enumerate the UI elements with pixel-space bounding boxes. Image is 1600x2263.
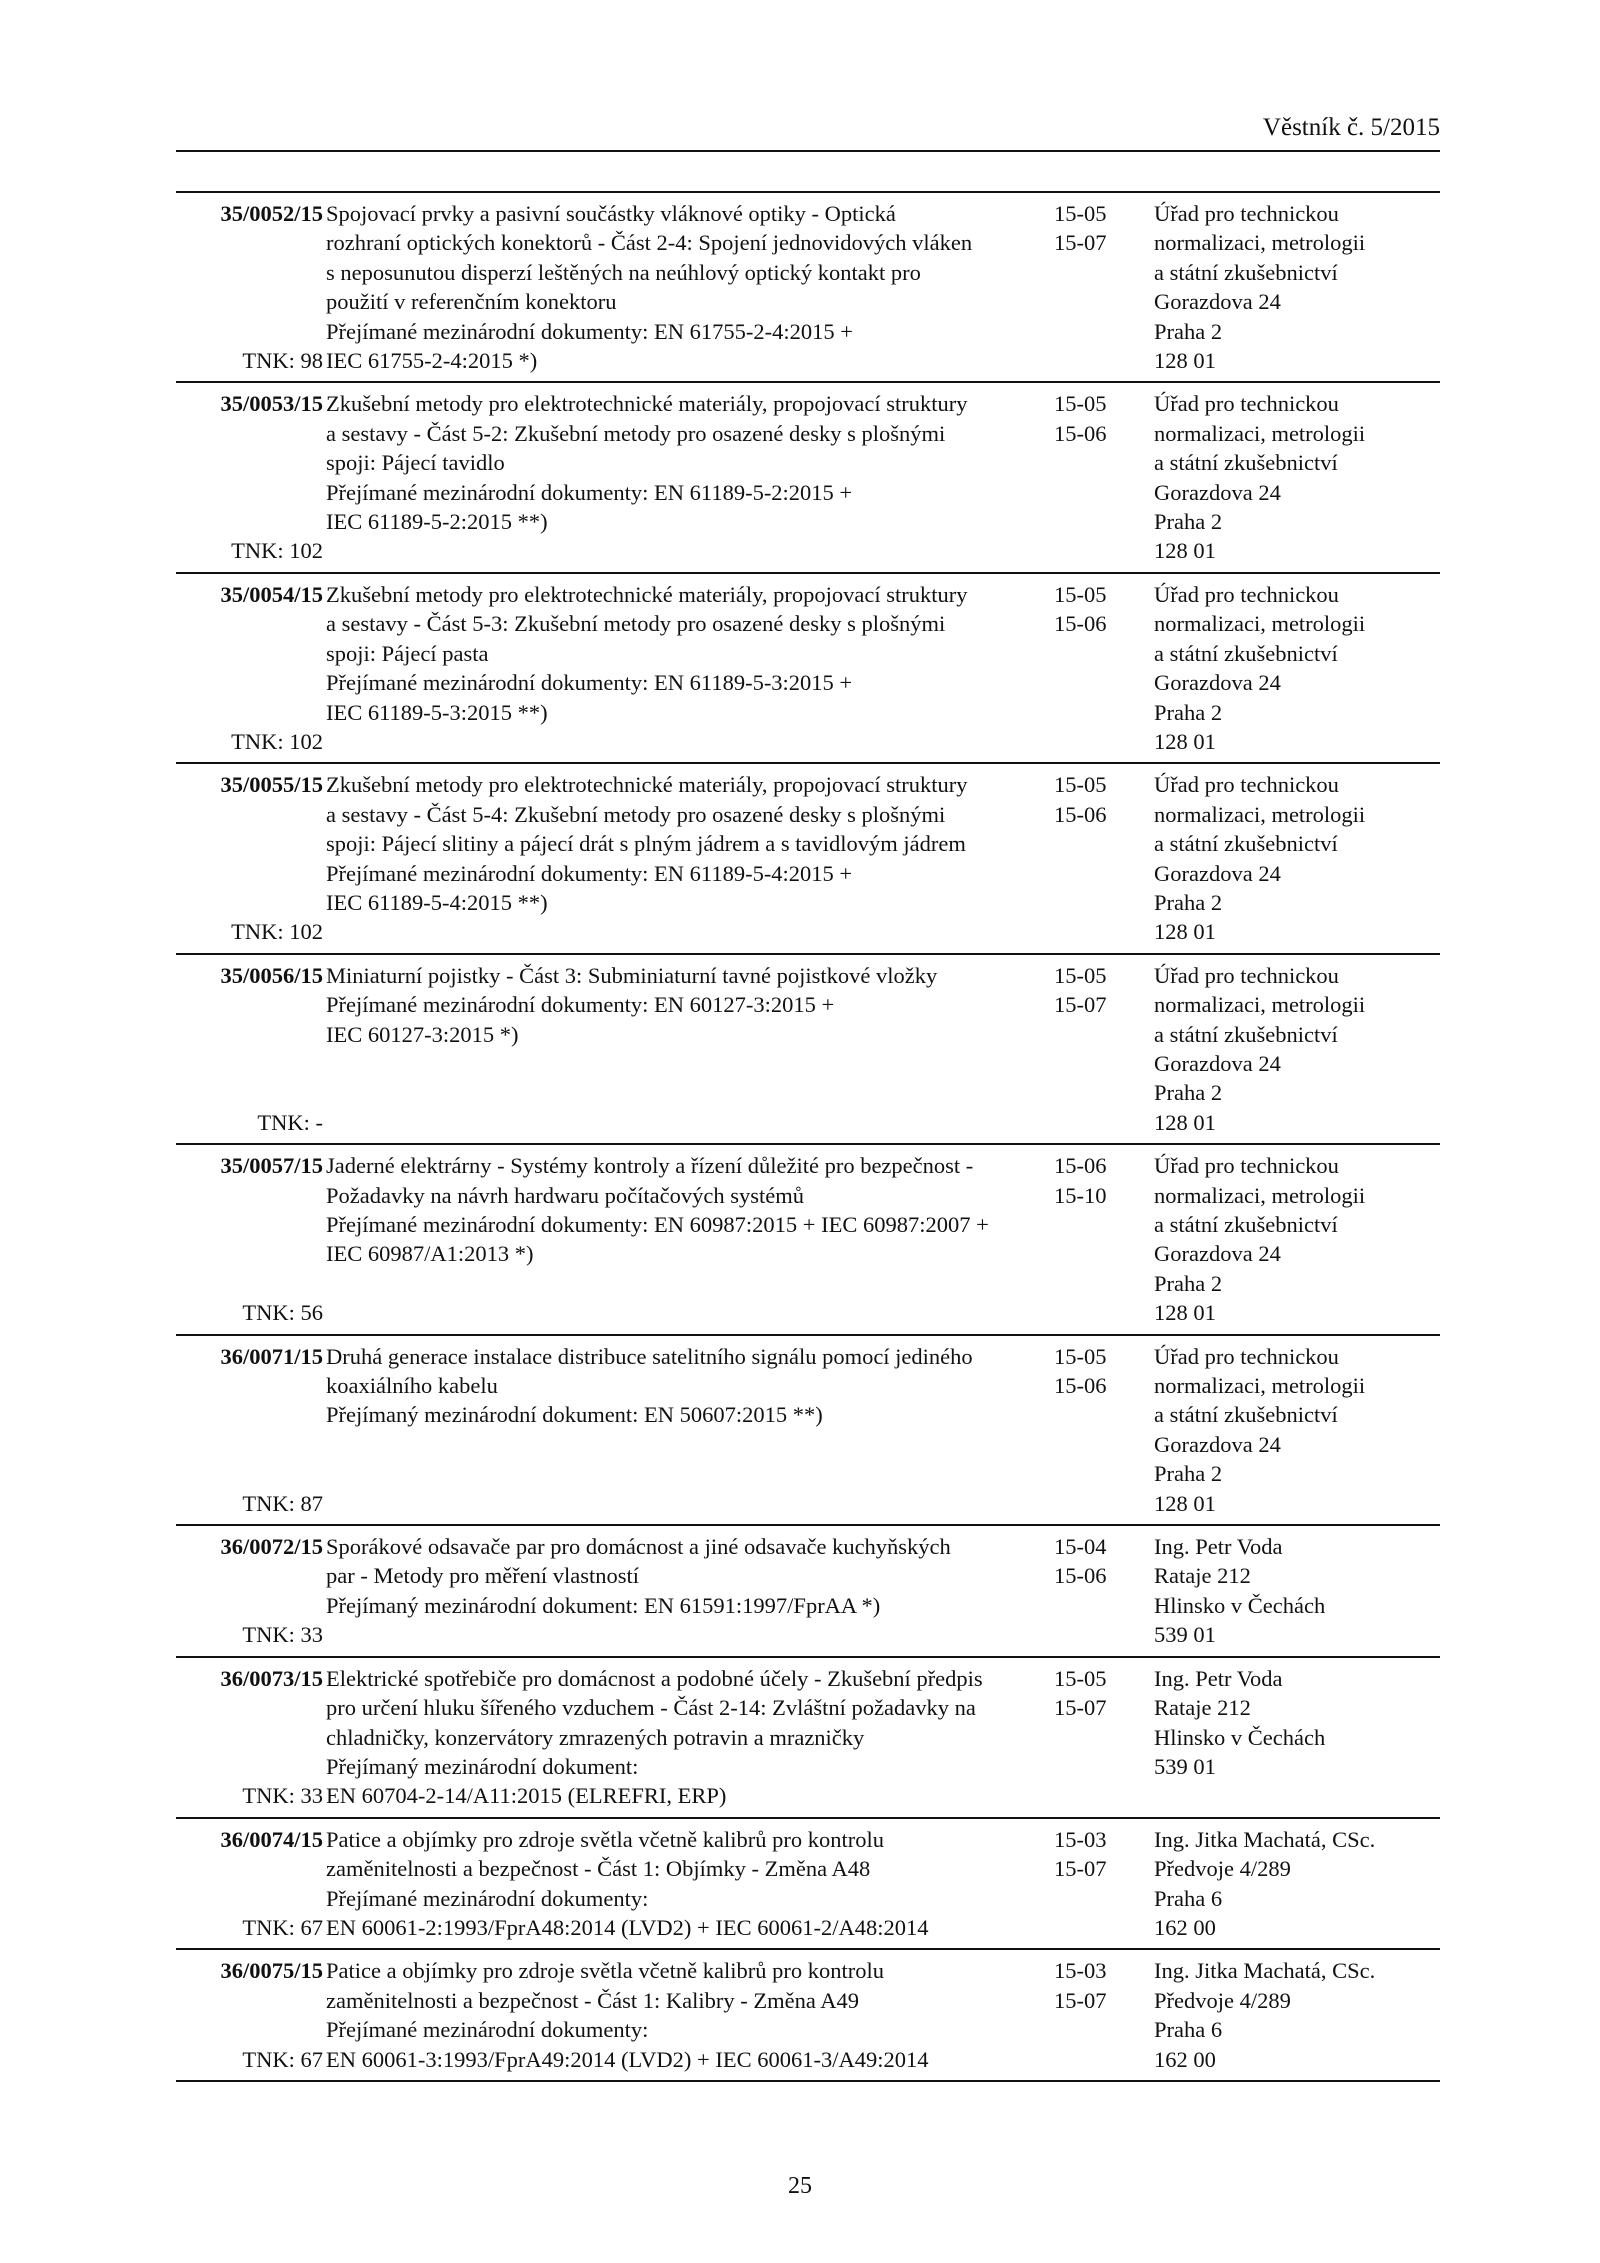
entry-description-line: a sestavy - Část 5-2: Zkušební metody pro osazené desky s plošnými [326, 420, 946, 446]
table-row [176, 1144, 1440, 1334]
entry-date-line: 15-07 [1054, 1987, 1107, 2013]
entry-description-line: Přejímaný mezinárodní dokument: [326, 1753, 639, 1779]
entry-address-line: a státní zkušebnictví [1154, 450, 1338, 476]
entry-description-line: chladničky, konzervátory zmrazených potravin a mrazničky [326, 1724, 865, 1750]
entry-description-line: Přejímané mezinárodní dokumenty: EN 61189-5-4:2015 + [326, 860, 853, 886]
entry-number: 36/0071/15 [220, 1343, 323, 1369]
entry-date-line: 15-05 [1054, 962, 1107, 988]
entry-description-line: Přejímané mezinárodní dokumenty: [326, 2017, 649, 2043]
entry-description-cell [326, 1335, 1054, 1525]
entry-address-line: Úřad pro technickou [1154, 1153, 1339, 1179]
entry-number: 35/0052/15 [220, 201, 323, 226]
entry-tnk: TNK: 67 [242, 2046, 323, 2072]
entry-description-line: Zkušební metody pro elektrotechnické materiály, propojovací struktury [326, 772, 968, 798]
entry-date-cell [1054, 1144, 1154, 1334]
entry-tnk: TNK: 102 [231, 919, 323, 945]
entry-description-line: Přejímané mezinárodní dokumenty: EN 60987:2015 + IEC 60987:2007 + [326, 1212, 989, 1237]
entry-address-cell [1154, 1525, 1440, 1657]
entry-number: 36/0073/15 [220, 1665, 323, 1691]
entry-description-line: pro určení hluku šířeného vzduchem - Část 2-14: Zvláštní požadavky na [326, 1695, 976, 1721]
entry-description-cell [326, 1949, 1054, 2081]
entry-date-cell [1054, 1525, 1154, 1657]
entry-address-cell [1154, 573, 1440, 763]
entry-date-cell [1054, 954, 1154, 1144]
entry-address-line: 128 01 [1154, 1300, 1216, 1326]
entry-id-cell [176, 382, 326, 572]
entry-number: 35/0054/15 [220, 581, 323, 607]
entry-number: 35/0053/15 [220, 391, 323, 417]
entry-address-line: Gorazdova 24 [1154, 1431, 1281, 1457]
entry-address-cell [1154, 1949, 1440, 2081]
entry-description-line: Druhá generace instalace distribuce satelitního signálu pomocí jediného [326, 1343, 973, 1369]
entry-id-cell [176, 1657, 326, 1818]
entry-address-line: Praha 6 [1154, 2017, 1223, 2043]
entry-address-line: Praha 2 [1154, 509, 1223, 535]
entry-address-line: Gorazdova 24 [1154, 860, 1281, 886]
bulletin-title: Věstník č. 5/2015 [1262, 114, 1440, 141]
entry-description-cell [326, 763, 1054, 953]
entry-address-line: a státní zkušebnictví [1154, 1021, 1338, 1047]
entry-date-cell [1054, 1818, 1154, 1950]
entry-description-cell [326, 1818, 1054, 1950]
entry-id-cell [176, 573, 326, 763]
entry-description-line: Přejímané mezinárodní dokumenty: [326, 1885, 649, 1911]
entry-description-cell [326, 1525, 1054, 1657]
entry-date-line: 15-04 [1054, 1534, 1107, 1560]
entry-tnk: TNK: 33 [242, 1783, 323, 1809]
entry-address-line: Hlinsko v Čechách [1154, 1724, 1326, 1750]
entry-id-cell [176, 1525, 326, 1657]
entry-address-line: Gorazdova 24 [1154, 289, 1281, 315]
table-row [176, 382, 1440, 572]
table-row [176, 954, 1440, 1144]
entry-address-cell [1154, 954, 1440, 1144]
entry-description-line: Sporákové odsavače par pro domácnost a jiné odsavače kuchyňských [326, 1534, 951, 1560]
entry-date-line: 15-03 [1054, 1826, 1107, 1852]
entry-address-line: Rataje 212 [1154, 1563, 1251, 1589]
entry-date-line: 15-07 [1054, 1856, 1107, 1882]
entry-id-cell [176, 1144, 326, 1334]
standards-table-body [176, 192, 1440, 2081]
entry-address-line: normalizaci, metrologii [1154, 611, 1366, 637]
entry-description-line: Přejímaný mezinárodní dokument: EN 61591:1997/FprAA *) [326, 1592, 881, 1618]
entry-id-cell [176, 192, 326, 382]
entry-description-line: Přejímaný mezinárodní dokument: EN 50607:2015 **) [326, 1402, 823, 1428]
entry-id-cell [176, 954, 326, 1144]
entry-description-cell [326, 1657, 1054, 1818]
entry-description-line: IEC 61189-5-3:2015 **) [326, 699, 548, 725]
entry-address-line: normalizaci, metrologii [1154, 1373, 1366, 1399]
entry-description-line: IEC 61755-2-4:2015 *) [326, 348, 538, 374]
entry-tnk: TNK: 102 [231, 728, 323, 754]
entry-address-line: a státní zkušebnictví [1154, 831, 1338, 857]
entry-date-line: 15-05 [1054, 391, 1107, 417]
entry-date-line: 15-05 [1054, 1343, 1107, 1369]
entry-address-line: a státní zkušebnictví [1154, 640, 1338, 666]
entry-date-cell [1054, 1949, 1154, 2081]
entry-address-line: Úřad pro technickou [1154, 772, 1339, 798]
entry-address-line: Praha 2 [1154, 318, 1223, 344]
entry-address-line: 128 01 [1154, 728, 1216, 754]
entry-address-line: Gorazdova 24 [1154, 670, 1281, 696]
entry-date-line: 15-06 [1054, 611, 1107, 637]
entry-date-line: 15-06 [1054, 1373, 1107, 1399]
entry-date-cell [1054, 192, 1154, 382]
entry-address-cell [1154, 1335, 1440, 1525]
entry-address-line: a státní zkušebnictví [1154, 1212, 1338, 1237]
entry-tnk: TNK: 67 [242, 1914, 323, 1940]
entry-number: 36/0075/15 [220, 1958, 323, 1984]
entry-address-line: normalizaci, metrologii [1154, 992, 1366, 1018]
entry-tnk: TNK: 33 [242, 1622, 323, 1648]
entry-description-line: Jaderné elektrárny - Systémy kontroly a řízení důležité pro bezpečnost - [326, 1153, 974, 1179]
entry-address-line: Úřad pro technickou [1154, 962, 1339, 988]
entry-address-line: Úřad pro technickou [1154, 581, 1339, 607]
entry-address-line: normalizaci, metrologii [1154, 1182, 1366, 1208]
entry-description-line: par - Metody pro měření vlastností [326, 1563, 640, 1589]
entry-address-cell [1154, 192, 1440, 382]
entry-address-line: a státní zkušebnictví [1154, 1402, 1338, 1428]
entry-address-line: Praha 2 [1154, 1270, 1223, 1296]
entry-tnk: TNK: 102 [231, 538, 323, 564]
entry-address-cell [1154, 382, 1440, 572]
entry-number: 35/0056/15 [220, 962, 323, 988]
entry-description-line: a sestavy - Část 5-3: Zkušební metody pro osazené desky s plošnými [326, 611, 946, 637]
entry-tnk: TNK: 56 [242, 1300, 323, 1326]
page-header [176, 108, 1440, 152]
entry-address-line: Úřad pro technickou [1154, 201, 1339, 226]
entry-description-line: IEC 60127-3:2015 *) [326, 1021, 519, 1047]
entry-date-line: 15-10 [1054, 1182, 1107, 1208]
entry-description-line: Patice a objímky pro zdroje světla včetně kalibrů pro kontrolu [326, 1958, 884, 1984]
table-row [176, 1525, 1440, 1657]
entry-number: 35/0057/15 [220, 1153, 323, 1179]
entry-description-line: EN 60061-3:1993/FprA49:2014 (LVD2) + IEC 60061-3/A49:2014 [326, 2046, 929, 2072]
entry-description-line: spoji: Pájecí tavidlo [326, 450, 505, 476]
entry-id-cell [176, 1335, 326, 1525]
entry-description-line: Přejímané mezinárodní dokumenty: EN 61189-5-2:2015 + [326, 479, 853, 505]
entry-address-line: 128 01 [1154, 919, 1216, 945]
entry-id-cell [176, 1949, 326, 2081]
entry-date-line: 15-06 [1054, 801, 1107, 827]
entry-description-line: Miniaturní pojistky - Část 3: Subminiaturní tavné pojistkové vložky [326, 962, 938, 988]
entry-description-line: IEC 61189-5-2:2015 **) [326, 509, 548, 535]
entry-address-line: Praha 6 [1154, 1885, 1223, 1911]
entry-description-line: s neposunutou disperzí leštěných na neúhlový optický kontakt pro [326, 259, 921, 285]
entry-description-line: použití v referenčním konektoru [326, 289, 617, 315]
entry-address-line: Praha 2 [1154, 1080, 1223, 1106]
table-row [176, 1949, 1440, 2081]
entry-address-cell [1154, 1144, 1440, 1334]
entry-address-line: Ing. Jitka Machatá, CSc. [1154, 1826, 1376, 1852]
entry-address-line: Ing. Jitka Machatá, CSc. [1154, 1958, 1376, 1984]
entry-address-line: normalizaci, metrologii [1154, 801, 1366, 827]
entry-description-line: zaměnitelnosti a bezpečnost - Část 1: Kalibry - Změna A49 [326, 1987, 859, 2013]
entry-date-line: 15-07 [1054, 230, 1107, 256]
entry-address-cell [1154, 1818, 1440, 1950]
entry-date-cell [1054, 382, 1154, 572]
entry-address-line: Gorazdova 24 [1154, 1050, 1281, 1076]
entry-description-line: EN 60704-2-14/A11:2015 (ELREFRI, ERP) [326, 1783, 727, 1809]
entry-description-line: spoji: Pájecí pasta [326, 640, 489, 666]
entry-address-line: Praha 2 [1154, 699, 1223, 725]
entry-id-cell [176, 763, 326, 953]
entry-date-line: 15-03 [1054, 1958, 1107, 1984]
table-row [176, 1818, 1440, 1950]
table-row [176, 1335, 1440, 1525]
entry-address-line: Praha 2 [1154, 889, 1223, 915]
entry-address-line: Gorazdova 24 [1154, 1241, 1281, 1267]
entry-description-cell [326, 382, 1054, 572]
entry-description-line: Přejímané mezinárodní dokumenty: EN 60127-3:2015 + [326, 992, 835, 1018]
entry-tnk: TNK: 98 [242, 348, 323, 374]
entry-address-line: 128 01 [1154, 1109, 1216, 1135]
entry-description-line: Zkušební metody pro elektrotechnické materiály, propojovací struktury [326, 581, 968, 607]
entry-description-line: Zkušební metody pro elektrotechnické materiály, propojovací struktury [326, 391, 968, 417]
entry-date-line: 15-05 [1054, 201, 1107, 226]
entry-number: 36/0072/15 [220, 1534, 323, 1560]
entry-address-line: 162 00 [1154, 1914, 1216, 1940]
entry-description-line: Spojovací prvky a pasivní součástky vláknové optiky - Optická [326, 201, 896, 226]
entry-address-line: Ing. Petr Voda [1154, 1665, 1283, 1691]
entry-date-line: 15-06 [1054, 1563, 1107, 1589]
entry-address-line: Úřad pro technickou [1154, 391, 1339, 417]
entry-date-line: 15-07 [1054, 1695, 1107, 1721]
entry-description-line: spoji: Pájecí slitiny a pájecí drát s plným jádrem a s tavidlovým jádrem [326, 831, 966, 857]
entry-address-line: 128 01 [1154, 1490, 1216, 1516]
entry-date-cell [1054, 763, 1154, 953]
table-row [176, 192, 1440, 382]
entry-description-line: IEC 60987/A1:2013 *) [326, 1241, 534, 1267]
table-row [176, 1657, 1440, 1818]
entry-description-line: rozhraní optických konektorů - Část 2-4: Spojení jednovidových vláken [326, 230, 973, 256]
entry-address-line: 539 01 [1154, 1753, 1216, 1779]
entry-description-cell [326, 1144, 1054, 1334]
entry-address-line: Rataje 212 [1154, 1695, 1251, 1721]
entry-tnk: TNK: - [257, 1109, 323, 1135]
entry-date-line: 15-07 [1054, 992, 1107, 1018]
entry-description-line: IEC 61189-5-4:2015 **) [326, 889, 548, 915]
entry-address-line: Úřad pro technickou [1154, 1343, 1339, 1369]
entry-description-line: EN 60061-2:1993/FprA48:2014 (LVD2) + IEC 60061-2/A48:2014 [326, 1914, 929, 1940]
entry-date-line: 15-05 [1054, 1665, 1107, 1691]
entry-description-line: Elektrické spotřebiče pro domácnost a podobné účely - Zkušební předpis [326, 1665, 983, 1691]
entry-address-cell [1154, 1657, 1440, 1818]
entry-description-line: Přejímané mezinárodní dokumenty: EN 61189-5-3:2015 + [326, 670, 853, 696]
entry-description-line: Přejímané mezinárodní dokumenty: EN 61755-2-4:2015 + [326, 318, 853, 344]
entry-id-cell [176, 1818, 326, 1950]
entry-address-line: 128 01 [1154, 538, 1216, 564]
entry-date-line: 15-06 [1054, 420, 1107, 446]
entry-address-line: Ing. Petr Voda [1154, 1534, 1283, 1560]
entry-address-line: Předvoje 4/289 [1154, 1987, 1291, 2013]
entry-description-line: Požadavky na návrh hardwaru počítačových systémů [326, 1182, 804, 1208]
entry-date-cell [1054, 1335, 1154, 1525]
entry-address-line: 128 01 [1154, 348, 1216, 374]
entry-date-line: 15-05 [1054, 772, 1107, 798]
entry-date-line: 15-06 [1054, 1153, 1107, 1179]
entry-address-line: Předvoje 4/289 [1154, 1856, 1291, 1882]
entry-number: 36/0074/15 [220, 1826, 323, 1852]
entry-description-cell [326, 192, 1054, 382]
entry-description-line: a sestavy - Část 5-4: Zkušební metody pro osazené desky s plošnými [326, 801, 946, 827]
entry-number: 35/0055/15 [220, 772, 323, 798]
entry-date-line: 15-05 [1054, 581, 1107, 607]
entry-description-line: koaxiálního kabelu [326, 1373, 498, 1399]
entry-tnk: TNK: 87 [242, 1490, 323, 1516]
standards-table [176, 191, 1440, 2082]
entry-description-line: Patice a objímky pro zdroje světla včetně kalibrů pro kontrolu [326, 1826, 884, 1852]
entry-address-line: 539 01 [1154, 1622, 1216, 1648]
entry-address-line: Praha 2 [1154, 1461, 1223, 1487]
entry-description-cell [326, 954, 1054, 1144]
entry-description-line: zaměnitelnosti a bezpečnost - Část 1: Objímky - Změna A48 [326, 1856, 871, 1882]
table-row [176, 763, 1440, 953]
entry-address-line: 162 00 [1154, 2046, 1216, 2072]
entry-address-line: Hlinsko v Čechách [1154, 1592, 1326, 1618]
entry-date-cell [1054, 573, 1154, 763]
entry-address-line: a státní zkušebnictví [1154, 259, 1338, 285]
entry-address-line: normalizaci, metrologii [1154, 230, 1366, 256]
entry-address-cell [1154, 763, 1440, 953]
entry-address-line: normalizaci, metrologii [1154, 420, 1366, 446]
entry-address-line: Gorazdova 24 [1154, 479, 1281, 505]
entry-date-cell [1054, 1657, 1154, 1818]
entry-description-cell [326, 573, 1054, 763]
table-row [176, 573, 1440, 763]
page-number: 25 [788, 2173, 812, 2199]
